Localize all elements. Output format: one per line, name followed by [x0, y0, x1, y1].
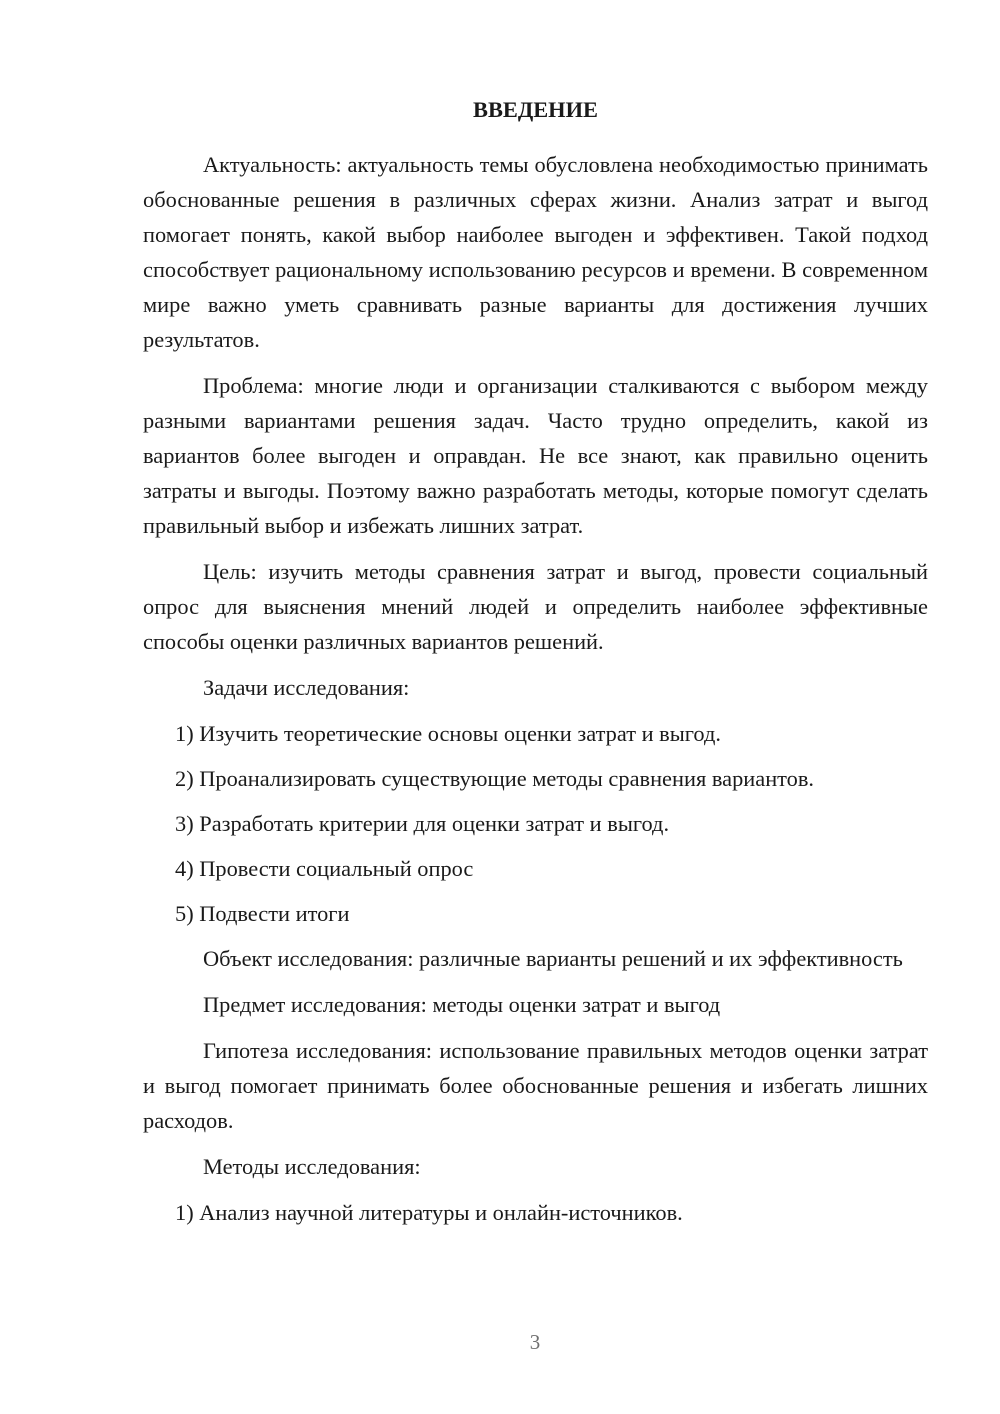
- method-item: 1) Анализ научной литературы и онлайн-источников.: [175, 1200, 683, 1225]
- hypothesis-paragraph: Гипотеза исследования: использование правильных методов оценки затрат и выгод помогает принимать более обоснованные решения и избегать лишних расходов.: [143, 1038, 928, 1133]
- object-paragraph: Объект исследования: различные варианты решений и их эффективность: [203, 946, 903, 971]
- page-title: ВВЕДЕНИЕ: [473, 97, 598, 122]
- task-item: 1) Изучить теоретические основы оценки затрат и выгод.: [175, 721, 721, 746]
- page-number: 3: [529, 1330, 541, 1354]
- problem-paragraph: Проблема: многие люди и организации сталкиваются с выбором между разными вариантами решения задач. Часто трудно определить, какой из вариантов более выгоден и оправдан. Не все знают, как правильно оценить затраты и выгоды. Поэтому важно разработать методы, которые помогут сделать правильный выбор и избежать лишних затрат.: [143, 373, 928, 538]
- goal-paragraph: Цель: изучить методы сравнения затрат и выгод, провести социальный опрос для выяснения мнений людей и определить наиболее эффективные способы оценки различных вариантов решений.: [143, 559, 928, 654]
- tasks-heading: Задачи исследования:: [203, 675, 410, 700]
- task-item: 4) Провести социальный опрос: [175, 856, 474, 881]
- task-item: 5) Подвести итоги: [175, 901, 350, 926]
- task-item: 2) Проанализировать существующие методы сравнения вариантов.: [175, 766, 815, 791]
- subject-paragraph: Предмет исследования: методы оценки затрат и выгод: [203, 992, 721, 1017]
- methods-heading: Методы исследования:: [203, 1154, 421, 1179]
- task-item: 3) Разработать критерии для оценки затрат и выгод.: [175, 811, 670, 836]
- document-page: [143, 92, 928, 1240]
- relevance-paragraph: Актуальность: актуальность темы обусловлена необходимостью принимать обоснованные решения в различных сферах жизни. Анализ затрат и выгод помогает понять, какой выбор наиболее выгоден и эффективен. Такой подход способствует рациональному использованию ресурсов и времени. В современном мире важно уметь сравнивать разные варианты для достижения лучших результатов.: [143, 152, 928, 352]
